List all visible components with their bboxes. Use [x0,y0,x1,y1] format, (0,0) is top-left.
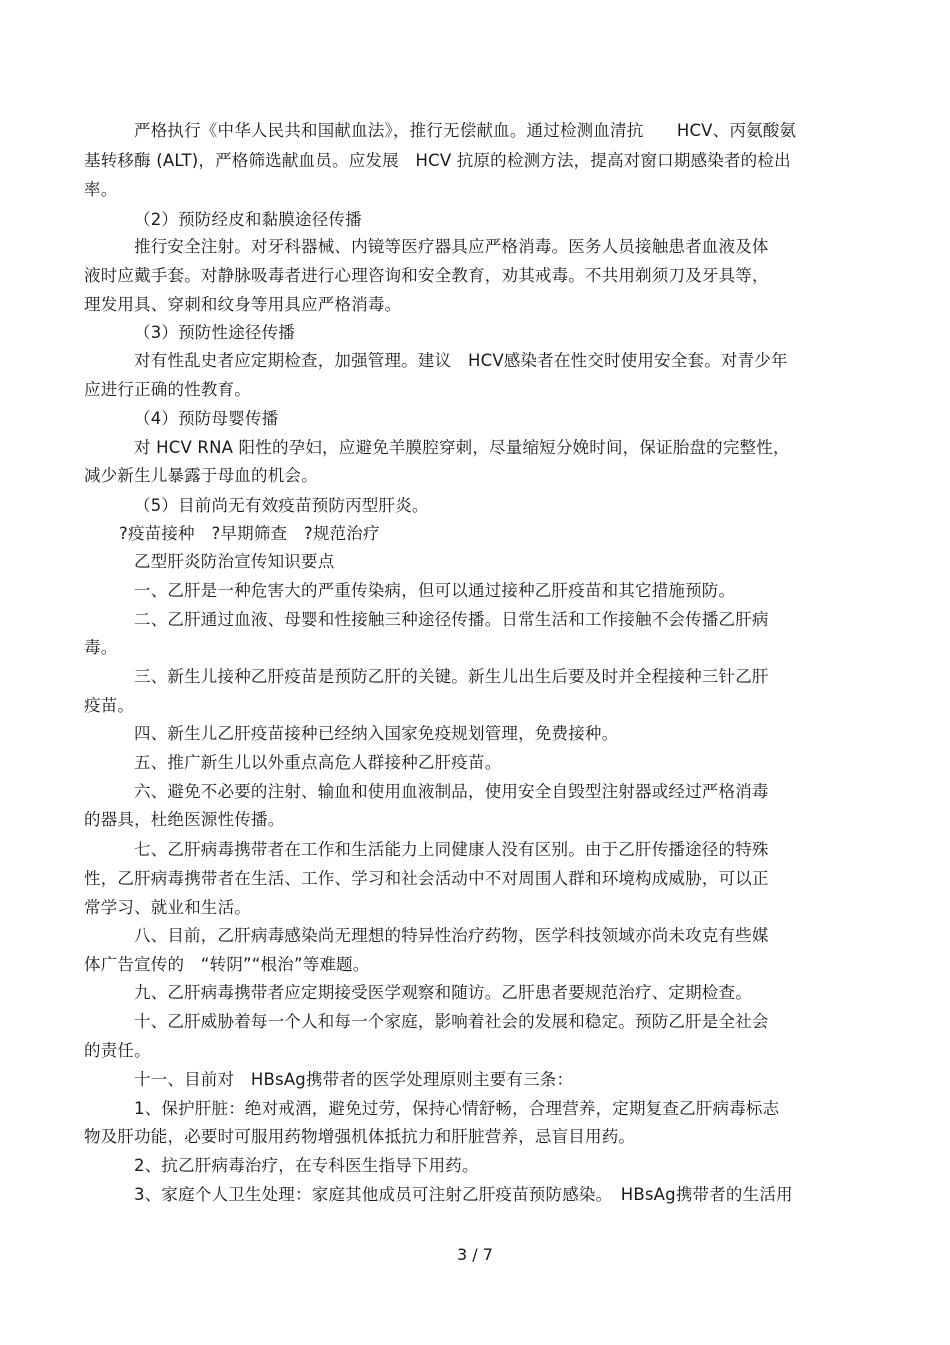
text-line: 减少新生儿暴露于母血的机会。 [84,466,318,485]
text-line: 毒。 [84,638,118,657]
text-line: 体广告宣传的 “转阴”“根治”等难题。 [84,955,370,974]
text-line: 疫苗。 [84,696,135,715]
page-number: 3 / 7 [457,1245,493,1264]
text-line: 理发用具、穿刺和纹身等用具应严格消毒。 [84,295,402,314]
text-line: 一、乙肝是一种危害大的严重传染病，但可以通过接种乙肝疫苗和其它措施预防。 [134,581,736,600]
text-line: 三、新生儿接种乙肝疫苗是预防乙肝的关键。新生儿出生后要及时并全程接种三针乙肝 [134,667,769,686]
text-line: 1、保护肝脏：绝对戒酒，避免过劳，保持心情舒畅，合理营养，定期复查乙肝病毒标志 [134,1099,780,1118]
text-line: 对 HCV RNA 阳性的孕妇，应避免羊膜腔穿刺，尽量缩短分娩时间，保证胎盘的完整性， [134,438,790,457]
text-line: ?疫苗接种 ?早期筛查 ?规范治疗 [119,524,380,543]
text-line: 七、乙肝病毒携带者在工作和生活能力上同健康人没有区别。由于乙肝传播途径的特殊 [134,840,769,859]
section-heading: （3）预防性途径传播 [134,323,295,342]
text-line: 五、推广新生儿以外重点高危人群接种乙肝疫苗。 [134,753,502,772]
text-line: 推行安全注射。对牙科器械、内镜等医疗器具应严格消毒。医务人员接触患者血液及体 [134,237,769,256]
text-line: 二、乙肝通过血液、母婴和性接触三种途径传播。日常生活和工作接触不会传播乙肝病 [134,610,769,629]
section-heading: （2）预防经皮和黏膜途径传播 [134,210,362,229]
text-line: 十、乙肝威胁着每一个人和每一个家庭，影响着社会的发展和稳定。预防乙肝是全社会 [134,1012,769,1031]
document-title: 乙型肝炎防治宣传知识要点 [134,552,335,571]
text-line: 常学习、就业和生活。 [84,898,251,917]
text-line: 应进行正确的性教育。 [84,380,251,399]
text-line: 液时应戴手套。对静脉吸毒者进行心理咨询和安全教育，劝其戒毒。不共用剃须刀及牙具等， [84,266,769,285]
text-line: 六、避免不必要的注射、输血和使用血液制品，使用安全自毁型注射器或经过严格消毒 [134,782,769,801]
text-line: 基转移酶 (ALT)，严格筛选献血员。应发展 HCV 抗原的检测方法，提高对窗口期感染者的检出 [84,151,791,170]
text-line: 九、乙肝病毒携带者应定期接受医学观察和随访。乙肝患者要规范治疗、定期检查。 [134,983,752,1002]
text-line: 严格执行《中华人民共和国献血法》，推行无偿献血。通过检测血清抗 HCV、丙氨酸氨 [134,121,797,140]
text-line: 性，乙肝病毒携带者在生活、工作、学习和社会活动中不对周围人群和环境构成威胁，可以正 [84,869,769,888]
text-line: 十一、目前对 HBsAg携带者的医学处理原则主要有三条： [134,1070,574,1089]
text-line: 四、新生儿乙肝疫苗接种已经纳入国家免疫规划管理，免费接种。 [134,724,619,743]
text-line: 的器具，杜绝医源性传播。 [84,810,285,829]
text-line: 八、目前，乙肝病毒感染尚无理想的特异性治疗药物，医学科技领域亦尚未攻克有些媒 [134,926,769,945]
text-line: 率。 [84,180,118,199]
text-line: 3、家庭个人卫生处理：家庭其他成员可注射乙肝疫苗预防感染。 HBsAg携带者的生活用 [134,1185,793,1204]
text-line: 2、抗乙肝病毒治疗，在专科医生指导下用药。 [134,1156,479,1175]
text-line: 物及肝功能，必要时可服用药物增强机体抵抗力和肝脏营养，忌盲目用药。 [84,1127,636,1146]
text-line: 的责任。 [84,1041,151,1060]
section-heading: （4）预防母婴传播 [134,409,279,428]
section-heading: （5）目前尚无有效疫苗预防丙型肝炎。 [134,496,429,515]
text-line: 对有性乱史者应定期检查，加强管理。建议 HCV感染者在性交时使用安全套。对青少年 [134,351,788,370]
